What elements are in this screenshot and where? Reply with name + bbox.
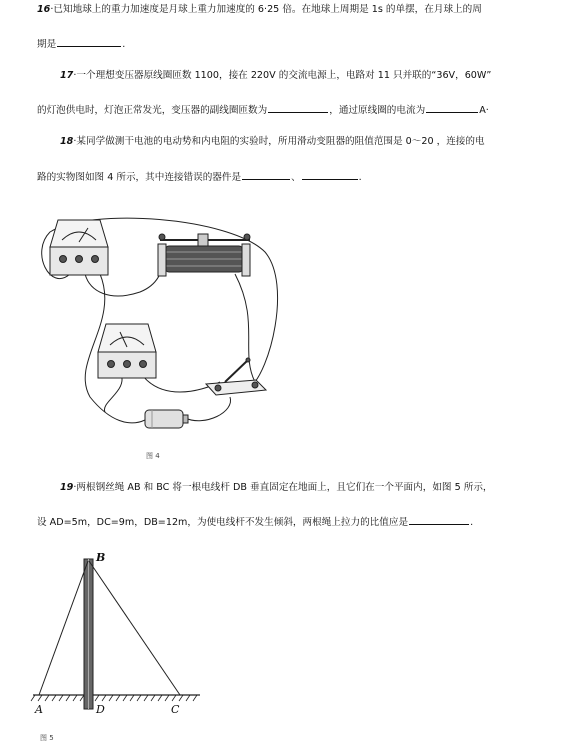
question-17-unit: A· — [479, 105, 489, 116]
knife-switch — [206, 358, 266, 395]
question-17-mid: ，通过原线圈的电流为 — [329, 105, 426, 116]
battery — [145, 410, 188, 428]
question-19-text: ·两根钢丝绳 AB 和 BC 将一根电线杆 DB 垂直固定在地面上，且它们在一个平面内，如图 5 所示， — [73, 482, 493, 493]
question-17-text-2: 的灯泡供电时，灯泡正常发光，变压器的副线圈匝数为 — [37, 105, 268, 116]
question-16-text: ·已知地球上的重力加速度是月球上重力加速度的 6·25 倍。在地球上周期是 1s 的单摆，在月球上的周 — [50, 4, 482, 15]
figure-4-caption: 图 4 — [146, 452, 160, 460]
question-18-sep: 、 — [291, 172, 301, 183]
question-19-tail: . — [470, 517, 474, 528]
figure-4-circuit — [30, 212, 290, 442]
question-18-text: ·某同学做测干电池的电动势和内电阻的实验时，所用滑动变阻器的阻值范围是 0～20 ，连接的电 — [73, 136, 485, 147]
point-label-c: C — [171, 703, 180, 716]
question-19-text-2: 设 AD=5m，DC=9m，DB=12m，为使电线杆不发生倾斜，两根绳上拉力的比值应是 — [37, 517, 409, 528]
answer-blank-16[interactable] — [57, 36, 121, 47]
answer-blank-19[interactable] — [409, 514, 469, 525]
wire — [185, 397, 231, 421]
figure-5-pole-diagram — [25, 545, 205, 725]
ammeter — [98, 324, 156, 378]
question-18-text-2: 路的实物图如图 4 所示，其中连接错误的器件是 — [37, 172, 242, 183]
question-18-number: 18 — [60, 136, 74, 147]
figure-5-caption: 图 5 — [40, 734, 54, 742]
cable-bc — [89, 561, 180, 695]
answer-blank-18a[interactable] — [242, 169, 290, 180]
point-label-b: B — [96, 551, 106, 564]
question-17-text: ·一个理想变压器原线圈匝数 1100，接在 220V 的交流电源上，电路对 11 只并联的“36V，60W” — [73, 70, 492, 81]
question-17-number: 17 — [60, 70, 74, 81]
point-label-d: D — [96, 703, 105, 716]
cable-ab — [39, 561, 88, 695]
answer-blank-17b[interactable] — [426, 102, 478, 113]
question-19-number: 19 — [60, 482, 74, 493]
question-18-tail: . — [358, 172, 362, 183]
rheostat — [158, 234, 250, 276]
answer-blank-18b[interactable] — [302, 169, 358, 180]
question-16-tail: . — [122, 39, 126, 50]
point-label-a: A — [35, 703, 43, 716]
ground-hatching — [31, 695, 197, 701]
voltmeter — [50, 220, 108, 275]
question-16-text-2: 期是 — [37, 39, 57, 50]
answer-blank-17a[interactable] — [268, 102, 328, 113]
question-16-number: 16 — [37, 4, 51, 15]
wire — [235, 274, 255, 382]
